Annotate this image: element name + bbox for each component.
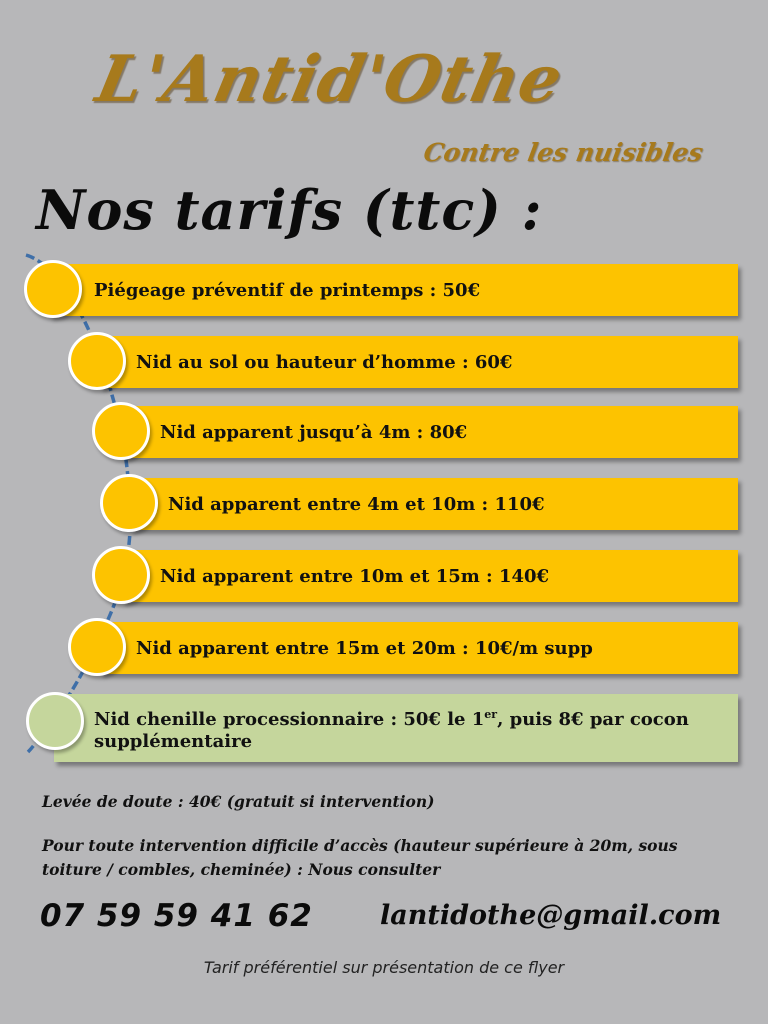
brand-logo: L'Antid'Othe [90, 42, 570, 117]
contact-email: lantidothe@gmail.com [380, 900, 722, 931]
contact-phone: 07 59 59 41 62 [40, 898, 313, 934]
tarif-label: Nid apparent entre 10m et 15m : 140€ [160, 565, 550, 587]
tarif-label: Nid apparent jusqu’à 4m : 80€ [160, 421, 468, 443]
note-levee-de-doute: Levée de doute : 40€ (gratuit si intervention) [42, 792, 435, 811]
tarif-label-chenille: Nid chenille processionnaire : 50€ le 1er, puis 8€ par cocon supplémentaire [94, 707, 689, 752]
tarif-bullet-4 [100, 474, 158, 532]
tarif-label: Piégeage préventif de printemps : 50€ [94, 279, 481, 301]
tarif-bullet-6 [68, 618, 126, 676]
brand-tagline: Contre les nuisibles [421, 138, 706, 167]
tarif-row-3 [122, 406, 738, 458]
tarif-row-chenille [54, 694, 738, 762]
tarif-row-1 [50, 264, 738, 316]
tarif-row-2 [100, 336, 738, 388]
tarif-bullet-5 [92, 546, 150, 604]
tarif-bullet-1 [24, 260, 82, 318]
page-title: Nos tarifs (ttc) : [36, 178, 543, 242]
tarif-label: Nid apparent entre 15m et 20m : 10€/m supp [136, 637, 593, 659]
tarif-row-5 [122, 550, 738, 602]
tarif-label: Nid apparent entre 4m et 10m : 110€ [168, 493, 545, 515]
tarif-label: Nid au sol ou hauteur d’homme : 60€ [136, 351, 513, 373]
tarif-row-6 [100, 622, 738, 674]
tarif-bullet-2 [68, 332, 126, 390]
tarif-row-4 [130, 478, 738, 530]
tarif-bullet-3 [92, 402, 150, 460]
footer-note: Tarif préférentiel sur présentation de ce flyer [203, 958, 565, 977]
tarif-bullet-chenille [26, 692, 84, 750]
note-intervention-difficile: Pour toute intervention difficile d’accès (hauteur supérieure à 20m, sous toiture / combles, cheminée) : Nous consulter [42, 836, 678, 879]
